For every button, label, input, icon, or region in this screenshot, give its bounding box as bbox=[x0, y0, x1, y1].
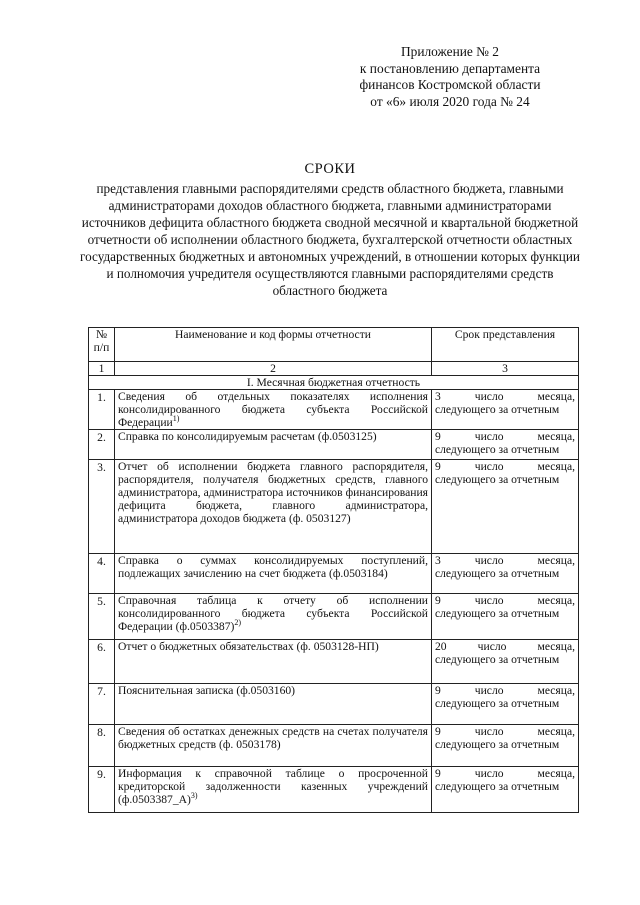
row-form-name bbox=[115, 390, 432, 430]
document-subtitle: представления главными распорядителями средств областного бюджета, главными администраторами доходов областного бюджета, главными администраторами источников дефицита областного бюджета сводной месячной и квартальной бюджетной отчетности об исполнении областного бюджета, бухгалтерской отчетности областных государственных бюджетных и автономных учреждений, в отношении которых функции и полномочия учредителя осуществляются главными распорядителями средств областного бюджета bbox=[80, 181, 580, 298]
table-row bbox=[89, 767, 579, 813]
row-deadline: 3 число месяца, следующего за отчетным bbox=[432, 390, 579, 430]
row-deadline: 3 число месяца, следующего за отчетным bbox=[432, 554, 579, 594]
row-form-name bbox=[115, 684, 432, 725]
row-deadline: 9 число месяца, следующего за отчетным bbox=[432, 460, 579, 554]
form-name-text: Сведения об отдельных показателях исполнения консолидированного бюджета субъекта Российской Федерации bbox=[118, 390, 428, 429]
table-row bbox=[89, 390, 579, 430]
table-row bbox=[89, 430, 579, 460]
column-number: 3 bbox=[432, 362, 579, 376]
column-number-row bbox=[89, 362, 579, 376]
form-name-text: Информация к справочной таблице о просроченной кредиторской задолженности казенных учреждений (ф.0503387_А) bbox=[118, 767, 428, 806]
row-number: 9. bbox=[89, 767, 115, 813]
appendix-line: финансов Костромской области bbox=[359, 77, 541, 92]
reporting-deadlines-table bbox=[88, 327, 579, 813]
header-name: Наименование и код формы отчетности bbox=[115, 328, 432, 362]
table-row bbox=[89, 725, 579, 767]
column-number: 1 bbox=[89, 362, 115, 376]
appendix-date: от «6» июля 2020 года № 24 bbox=[370, 93, 530, 109]
form-name-text: Справочная таблица к отчету об исполнении консолидированного бюджета субъекта Российской Федерации (ф.0503387) bbox=[118, 594, 428, 633]
appendix-line: к постановлению департамента bbox=[359, 60, 541, 76]
header-deadline: Срок представления bbox=[432, 328, 579, 362]
row-number: 3. bbox=[89, 460, 115, 554]
form-name-text: Отчет о бюджетных обязательствах (ф. 0503128-НП) bbox=[118, 640, 379, 653]
form-name-text: Справка по консолидируемым расчетам (ф.0503125) bbox=[118, 430, 377, 443]
row-number: 1. bbox=[89, 390, 115, 430]
table-row bbox=[89, 684, 579, 725]
table-row bbox=[89, 554, 579, 594]
row-form-name bbox=[115, 640, 432, 684]
row-deadline: 9 число месяца, следующего за отчетным bbox=[432, 594, 579, 640]
row-form-name bbox=[115, 725, 432, 767]
row-number: 8. bbox=[89, 725, 115, 767]
row-number: 6. bbox=[89, 640, 115, 684]
row-form-name bbox=[115, 554, 432, 594]
row-number: 2. bbox=[89, 430, 115, 460]
footnote-marker: 2) bbox=[234, 618, 242, 628]
footnote-marker: 3) bbox=[190, 791, 198, 801]
table-header-row bbox=[89, 328, 579, 362]
row-form-name bbox=[115, 460, 432, 554]
section-title: I. Месячная бюджетная отчетность bbox=[89, 376, 579, 390]
row-form-name bbox=[115, 430, 432, 460]
form-name-text: Сведения об остатках денежных средств на счетах получателя бюджетных средств (ф. 0503178) bbox=[118, 725, 428, 751]
row-deadline: 9 число месяца, следующего за отчетным bbox=[432, 725, 579, 767]
header-num: № п/п bbox=[89, 328, 115, 362]
column-number: 2 bbox=[115, 362, 432, 376]
row-deadline: 9 число месяца, следующего за отчетным bbox=[432, 767, 579, 813]
row-number: 4. bbox=[89, 554, 115, 594]
form-name-text: Пояснительная записка (ф.0503160) bbox=[118, 684, 296, 697]
form-name-text: Отчет об исполнении бюджета главного распорядителя, распорядителя, получателя бюджетных средств, главного администратора, администратора источников финансирования дефицита бюджета, главного администратора, администратора доходов бюджета (ф. 0503127) bbox=[118, 460, 428, 525]
row-deadline: 9 число месяца, следующего за отчетным bbox=[432, 430, 579, 460]
table-row bbox=[89, 594, 579, 640]
row-number: 5. bbox=[89, 594, 115, 640]
table-row bbox=[89, 640, 579, 684]
document-title: СРОКИ bbox=[304, 161, 356, 177]
section-row bbox=[89, 376, 579, 390]
footnote-marker: 1) bbox=[172, 414, 180, 424]
row-number: 7. bbox=[89, 684, 115, 725]
row-deadline: 20 число месяца, следующего за отчетным bbox=[432, 640, 579, 684]
table-row bbox=[89, 460, 579, 554]
form-name-text: Справка о суммах консолидируемых поступлений, подлежащих зачислению на счет бюджета (ф.0503184) bbox=[118, 554, 428, 580]
appendix-block bbox=[330, 44, 570, 110]
appendix-title: Приложение № 2 bbox=[400, 44, 500, 59]
row-form-name bbox=[115, 594, 432, 640]
row-deadline: 9 число месяца, следующего за отчетным bbox=[432, 684, 579, 725]
row-form-name bbox=[115, 767, 432, 813]
